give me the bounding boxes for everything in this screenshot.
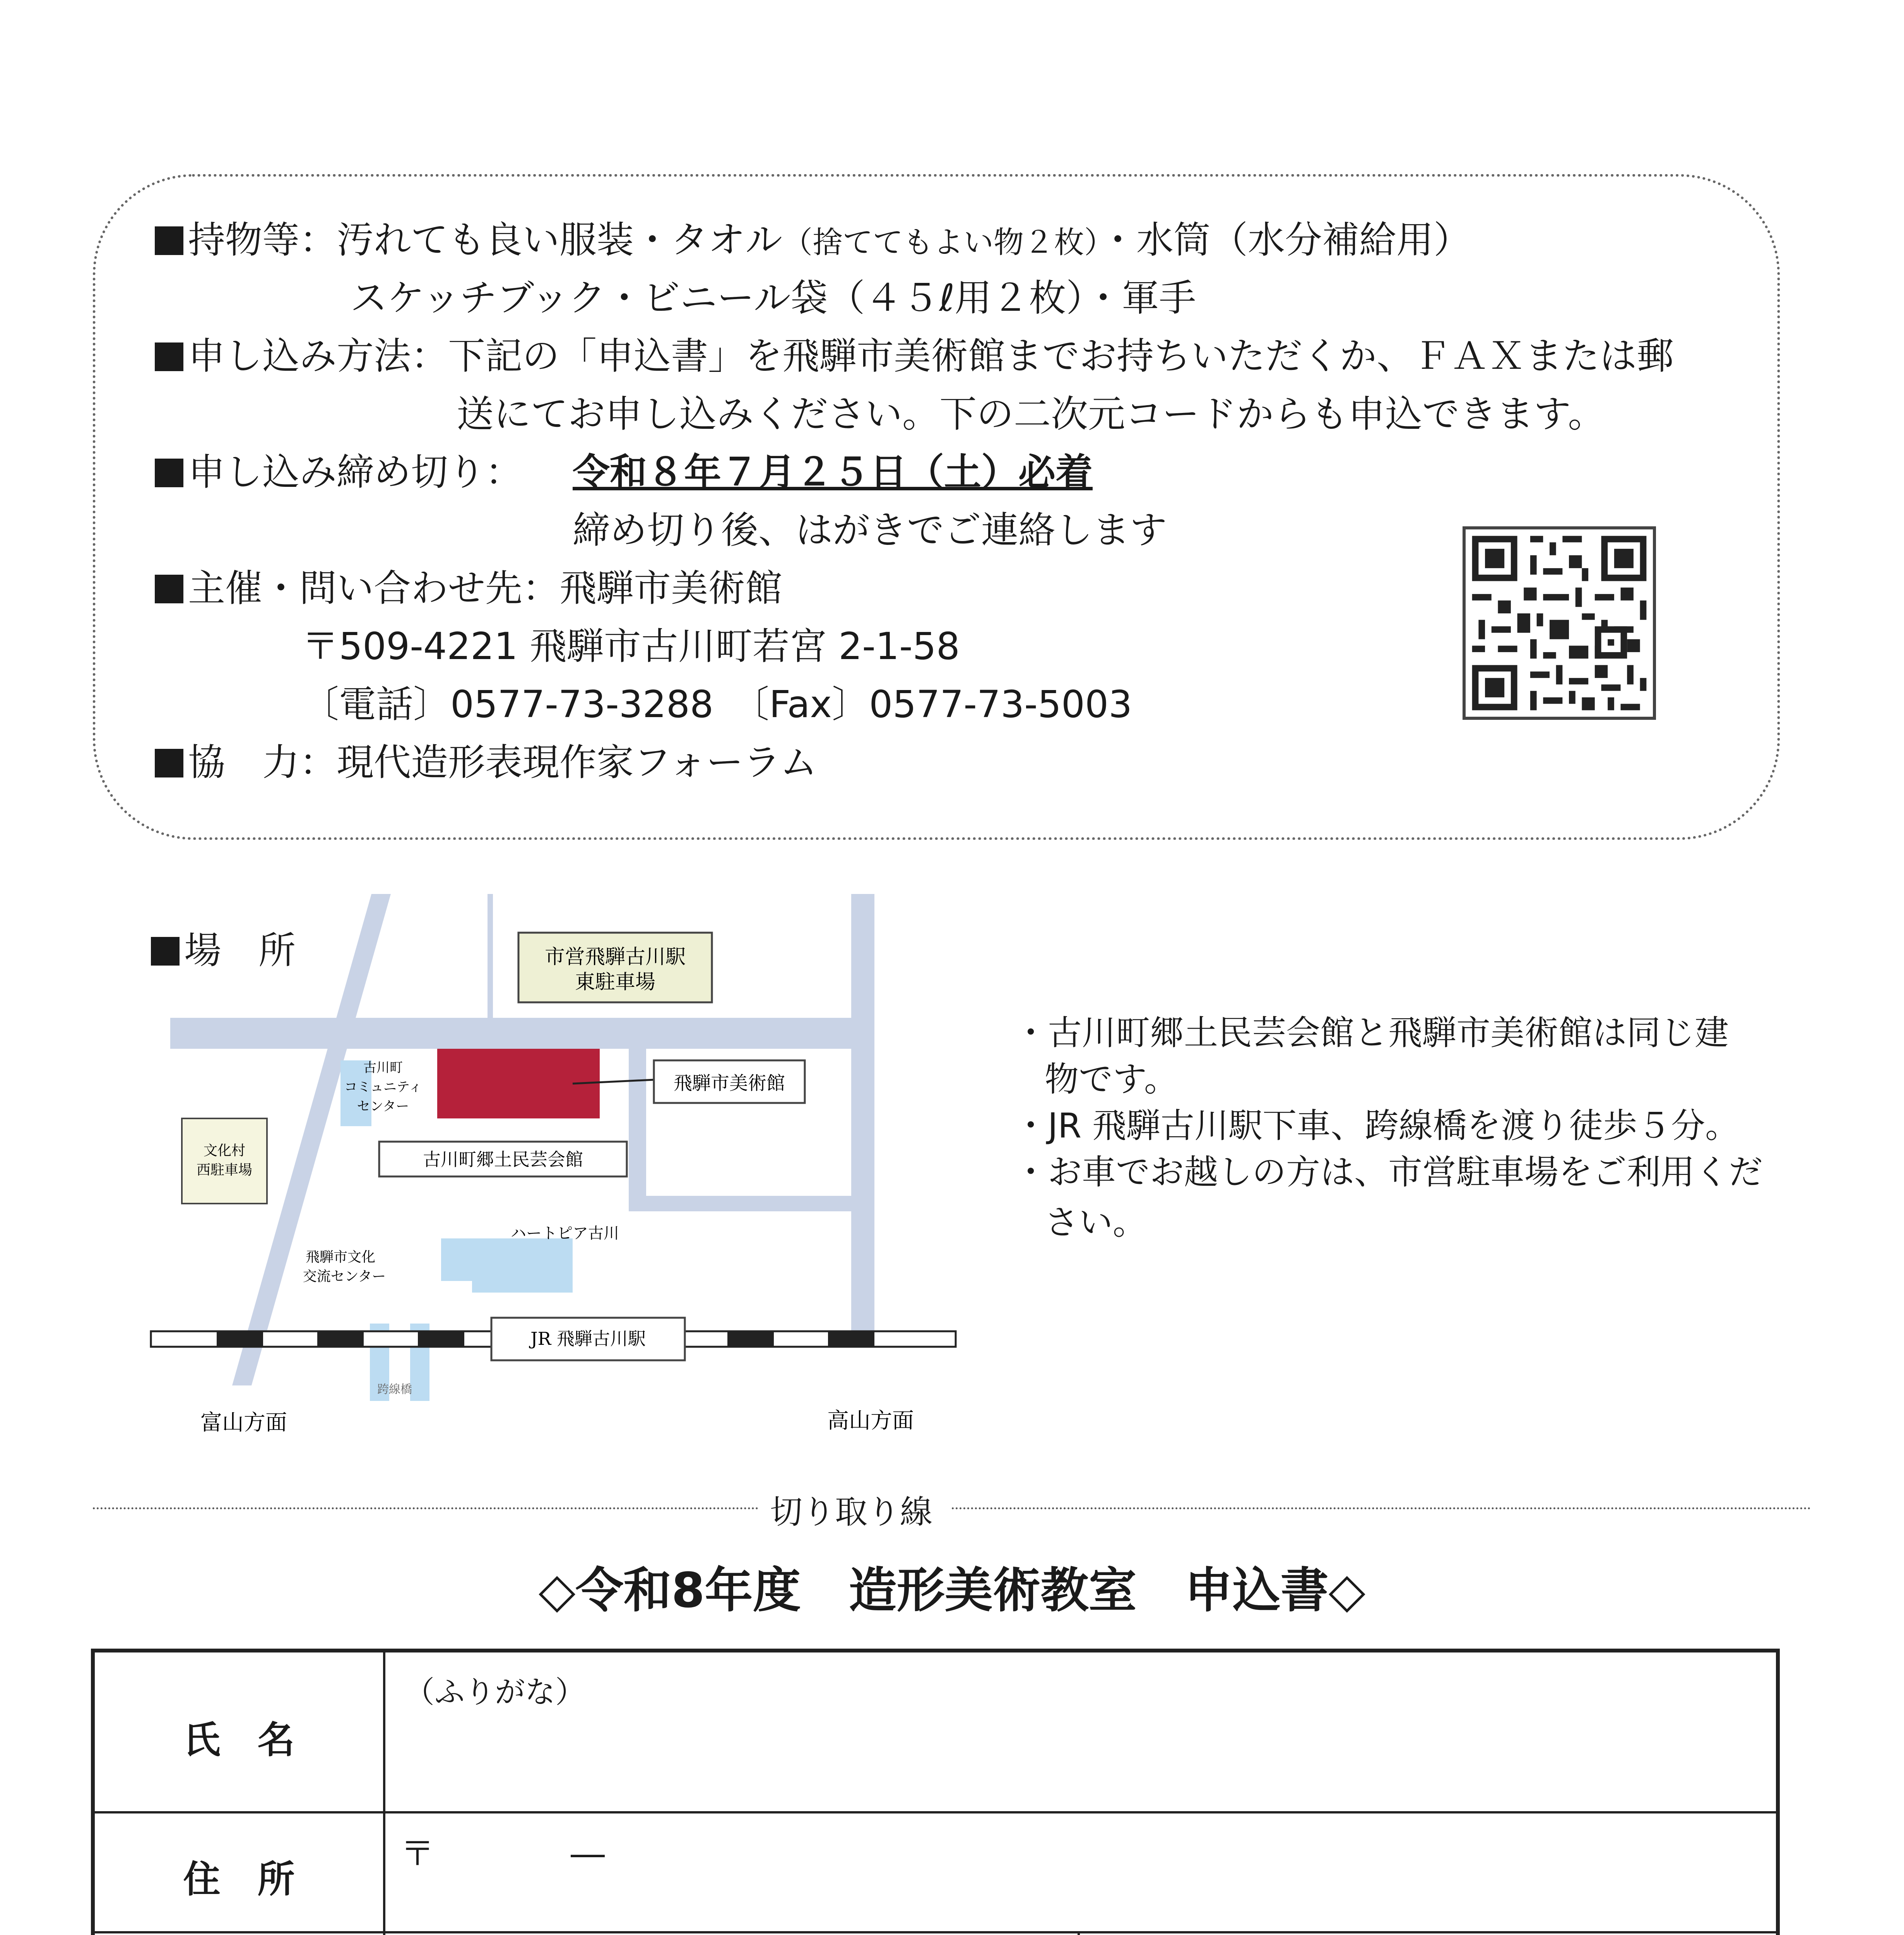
form-row-divider <box>95 1931 1776 1933</box>
map-road-east <box>851 894 874 1331</box>
map-toyama-label: 富山方面 <box>200 1410 287 1435</box>
map-station-label: JR 飛騨古川駅 <box>530 1328 646 1349</box>
map-culture-label2: 交流センター <box>303 1269 386 1284</box>
coop-label: 協 力： <box>188 741 337 784</box>
access-map <box>147 890 1014 1440</box>
items-line <box>155 217 1471 266</box>
postal-code-field[interactable]: 〒 ― <box>400 1834 605 1873</box>
access-note-1a: ・古川町郷土民芸会館と飛騨市美術館は同じ建 <box>1014 1013 1729 1053</box>
map-folk-hall-label: 古川町郷土民芸会館 <box>423 1149 583 1170</box>
access-note-2: ・JR 飛騨古川駅下車、跨線橋を渡り徒歩５分。 <box>1014 1106 1740 1146</box>
tel-fax-text: 〔電話〕0577-73-3288 〔Fax〕0577-73-5003 <box>302 683 1132 726</box>
map-road-north <box>488 894 493 1018</box>
map-bunkamura-label2: 西駐車場 <box>196 1162 253 1178</box>
deadline-label: 申し込み締め切り： <box>188 450 522 494</box>
name-label: 氏 名 <box>183 1718 295 1762</box>
bullet-square-icon <box>155 459 183 487</box>
items-text-end: ・水筒（水分補給用） <box>1099 218 1471 262</box>
deadline-line <box>155 449 522 495</box>
deadline-note: 締め切り後、はがきでご連絡します <box>573 509 1167 552</box>
qr-code-icon[interactable] <box>1463 526 1656 720</box>
furigana-label: （ふりがな） <box>404 1675 586 1710</box>
name-field[interactable] <box>389 1714 1774 1803</box>
form-row-divider <box>95 1811 1776 1813</box>
access-note-3a: ・お車でお越しの方は、市営駐車場をご利用くだ <box>1014 1152 1763 1192</box>
map-bridge-label: 跨線橋 <box>377 1383 412 1396</box>
address-text: 〒509-4221 飛騨市古川町若宮 2-1-58 <box>302 625 960 668</box>
form-label-column-divider <box>383 1652 385 1935</box>
map-takayama-label: 高山方面 <box>827 1408 914 1433</box>
map-community-label1: 古川町 <box>363 1060 403 1075</box>
host-line <box>155 565 782 611</box>
form-contact-divider <box>1078 1931 1080 1935</box>
items-line2: スケッチブック・ビニール袋（４５ℓ用２枚）・軍手 <box>350 276 1196 320</box>
items-note: （捨ててもよい物２枚） <box>782 225 1100 260</box>
cut-line-label: 切り取り線 <box>770 1493 933 1531</box>
map-road-main <box>170 1018 874 1049</box>
bullet-square-icon <box>155 749 183 777</box>
map-heartpia-label: ハートピア古川 <box>511 1224 619 1242</box>
application-form <box>91 1649 1780 1935</box>
map-title-text: 場 所 <box>184 929 296 972</box>
address-label: 住 所 <box>183 1858 295 1901</box>
items-label: 持物等： <box>188 218 337 262</box>
map-museum-label: 飛騨市美術館 <box>673 1072 785 1094</box>
access-note-1b: 物です。 <box>1045 1059 1178 1099</box>
map-parking-label: 市営飛騨古川駅 <box>544 945 686 969</box>
access-note-3b: さい。 <box>1045 1202 1147 1242</box>
map-bunkamura-label1: 文化村 <box>203 1143 246 1159</box>
map-community-label2: コミュニティ <box>344 1079 422 1095</box>
apply-label: 申し込み方法： <box>188 334 448 378</box>
form-title: ◇令和8年度 造形美術教室 申込書◇ <box>538 1563 1365 1618</box>
map-community-label3: センター <box>357 1099 409 1114</box>
map-parking-label2: 東駐車場 <box>575 971 656 994</box>
cut-line-right <box>952 1507 1811 1509</box>
bullet-square-icon <box>155 226 183 255</box>
coop-line <box>155 739 817 786</box>
apply-line <box>155 333 1674 379</box>
host-name: 飛騨市美術館 <box>559 567 782 610</box>
host-label: 主催・問い合わせ先： <box>188 567 559 610</box>
apply-line2: 送にてお申し込みください。下の二次元コードからも申込できます。 <box>457 392 1605 436</box>
bullet-square-icon <box>155 575 183 603</box>
cut-line-left <box>93 1507 758 1509</box>
items-text: 汚れても良い服装・タオル <box>337 218 782 262</box>
deadline-date: 令和８年７月２５日（土）必着 <box>573 450 1093 494</box>
map-water-culture <box>441 1238 573 1293</box>
apply-text: 下記の「申込書」を飛騨市美術館までお持ちいただくか、ＦＡＸまたは郵 <box>448 334 1674 378</box>
bullet-square-icon <box>155 342 183 371</box>
coop-name: 現代造形表現作家フォーラム <box>337 741 818 784</box>
map-culture-label1: 飛騨市文化 <box>305 1249 376 1265</box>
